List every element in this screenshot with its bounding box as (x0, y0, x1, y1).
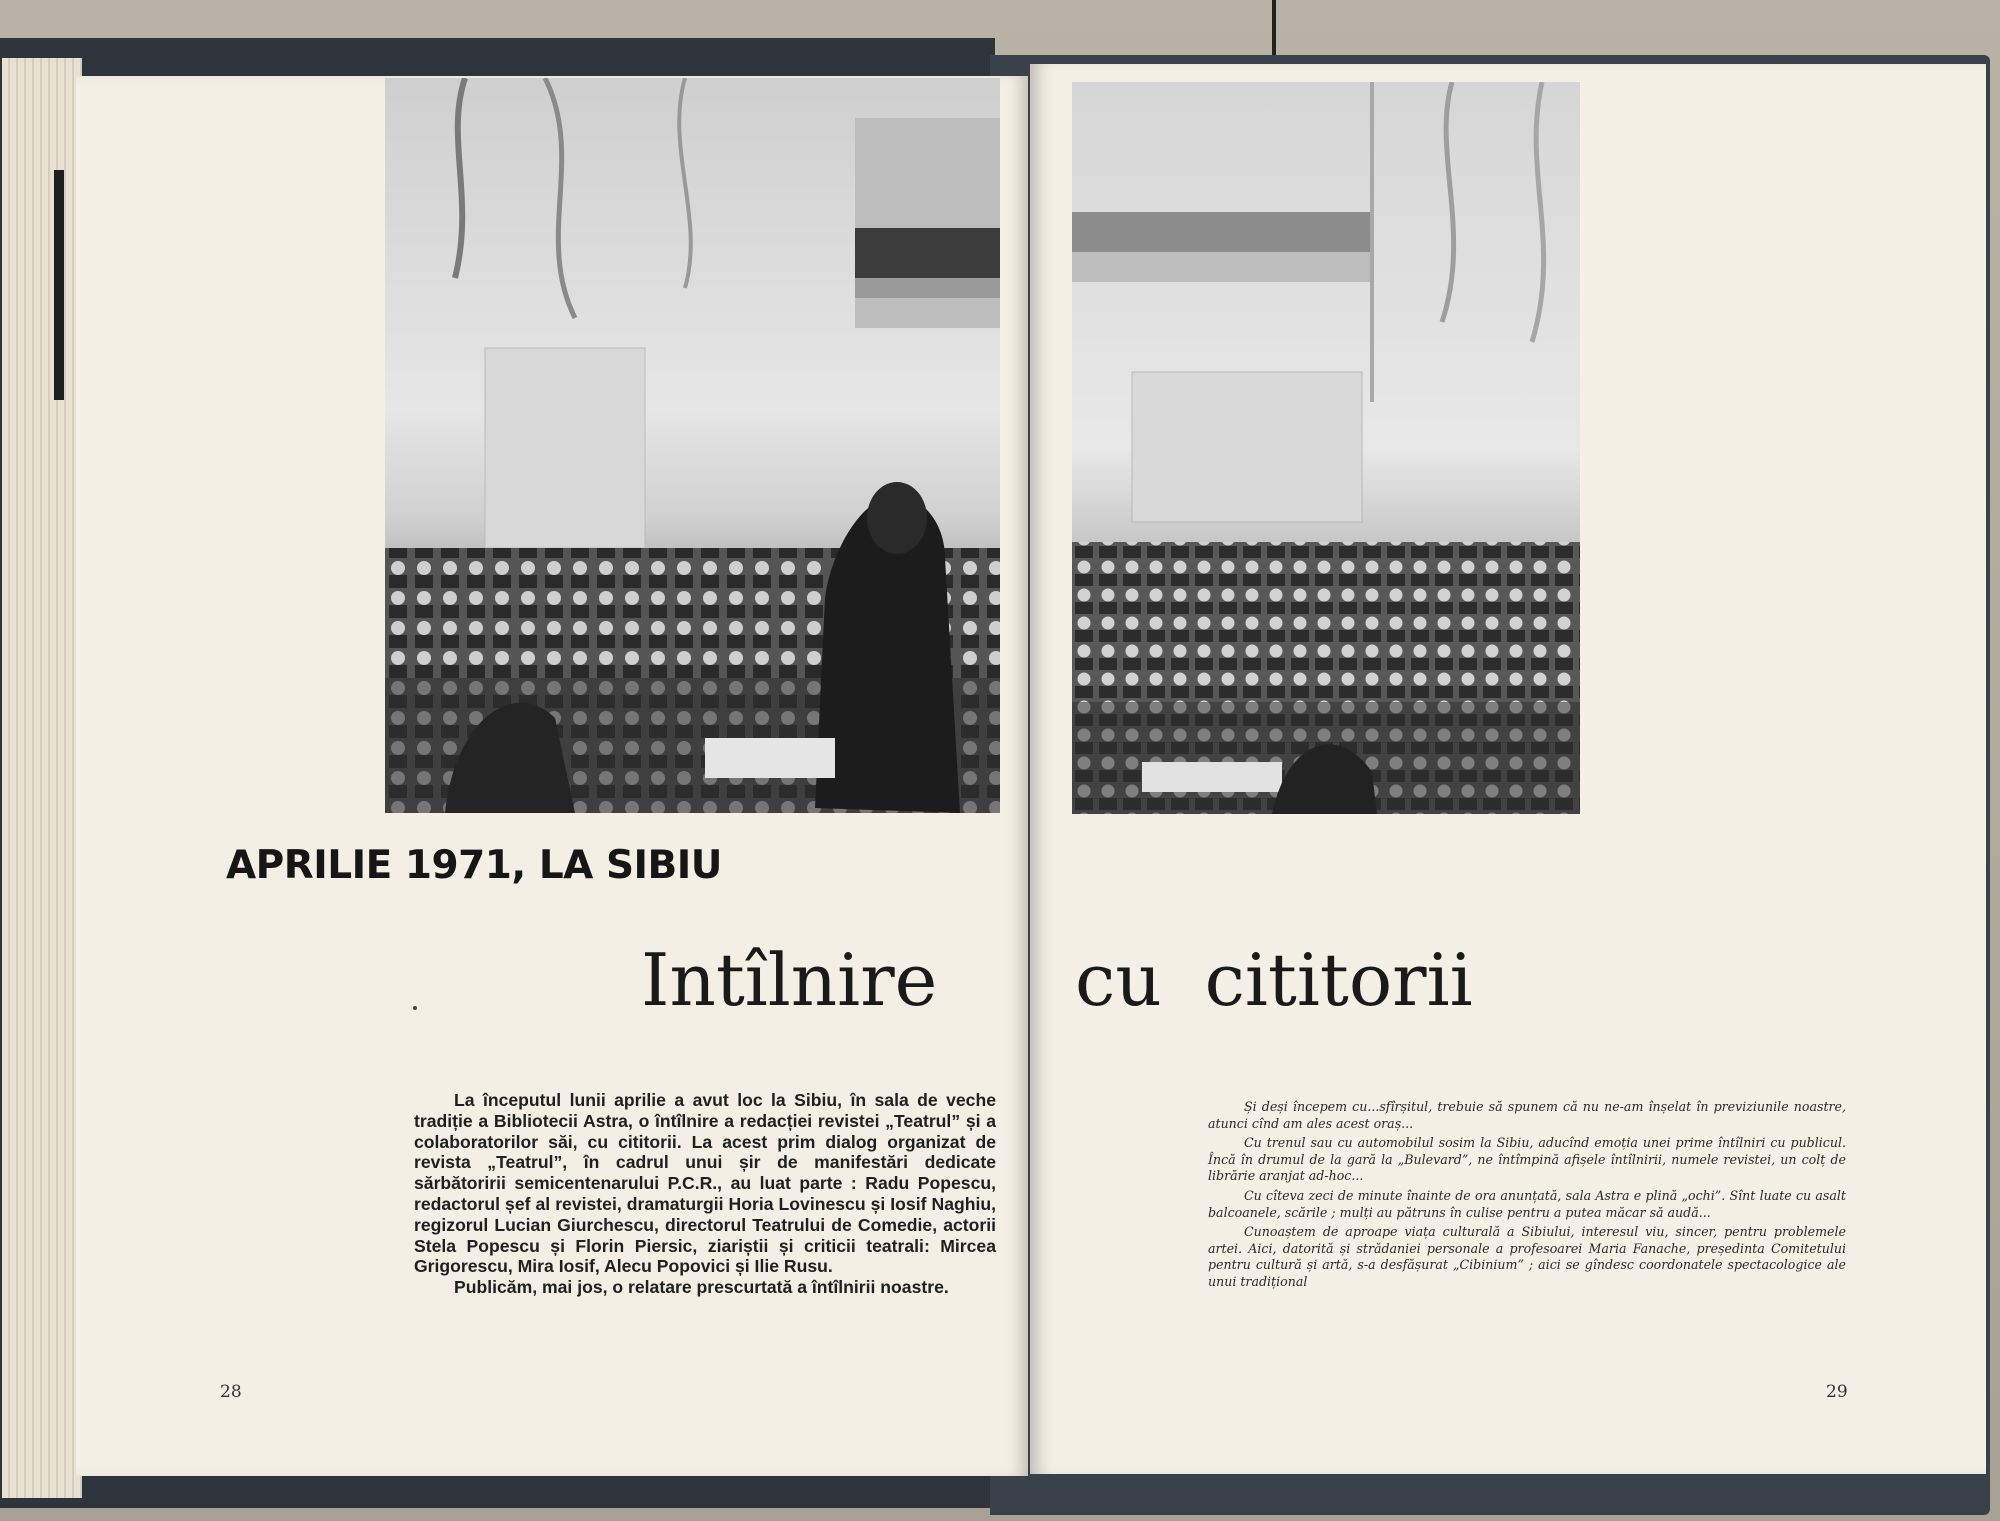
body-paragraph: Și deși începem cu...sfîrșitul, trebuie să spunem că nu ne-am înșelat în previziunile noastre, atunci cînd am ales acest oraș... (1208, 1099, 1846, 1131)
page-number-right: 29 (1826, 1382, 1848, 1402)
audience-photo-right (1072, 82, 1580, 814)
body-paragraph: Cu trenul sau cu automobilul sosim la Sibiu, aducînd emoția unei prime întîlniri cu publicul. Încă în drumul de la gară la „Bulevard”, ne întîmpină afișele întîlnirii, numele revistei, un colț de librărie aranjat ad-hoc... (1208, 1135, 1846, 1184)
intro-paragraph: Publicăm, mai jos, o relatare prescurtată a întîlnirii noastre. (454, 1277, 949, 1298)
audience-photo-left (385, 78, 1000, 813)
article-kicker: APRILIE 1971, LA SIBIU (226, 843, 722, 888)
page-number-left: 28 (220, 1382, 242, 1402)
intro-paragraph: La începutul lunii aprilie a avut loc la Sibiu, în sala de veche tradiție a Bibliotecii Astra, o întîlnire a redacției revistei „Teatrul” și a colaboratorilor săi, cu cititorii. La acest prim dialog organizat de revista „Teatrul”, în cadrul unui șir de manifestări dedicate sărbătoririi semicentenarului P.C.R., au luat parte : Radu Popescu, redactorul șef al revistei, dramaturgii Horia Lovinescu și Iosif Naghiu, regizorul Lucian Giurchescu, directorul Teatrului de Comedie, actorii Stela Popescu și Florin Piersic, ziariștii și criticii teatrali: Mircea Grigorescu, Mira Iosif, Alecu Popovici și Ilie Rusu. (414, 1090, 996, 1277)
article-title-right: cu cititorii (1075, 938, 1473, 1022)
scanner-mark (1272, 0, 1276, 60)
page-edges (2, 58, 82, 1498)
body-paragraph: Cunoaștem de aproape viața culturală a Sibiului, interesul viu, sincer, pentru problemele artei. Aici, datorită și strădaniei personale a profesoarei Maria Fanache, președinta Comitetului pentru cultură și artă, s-a desfășurat „Cibinium” ; aici se gîndesc coordonatele spectacologice ale unui tradițional (1208, 1224, 1846, 1289)
intro-text (414, 1090, 996, 1298)
article-body (1208, 1099, 1846, 1294)
edge-marker (54, 170, 64, 400)
body-paragraph: Cu cîteva zeci de minute înainte de ora anunțată, sala Astra e plină „ochi”. Sînt luate cu asalt balcoanele, scările ; mulți au pătruns în culise pentru a putea măcar să audă... (1208, 1187, 1846, 1220)
article-title-left: Intîlnire (641, 938, 938, 1022)
decorative-dot (413, 1006, 417, 1010)
